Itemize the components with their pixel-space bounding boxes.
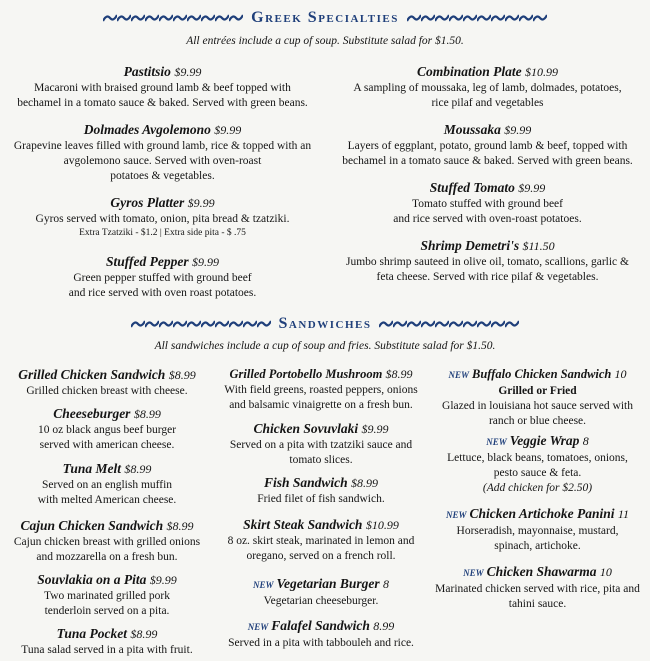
item-name: Combination Plate (416, 64, 522, 79)
item-desc-line: Cajun chicken breast with grilled onions (13, 536, 201, 548)
item-name: Fish Sandwich (263, 475, 348, 490)
item-price: $9.99 (361, 422, 389, 436)
menu-item-skirt-steak-sandwich (214, 516, 428, 564)
item-desc-line: Layers of eggplant, potato, ground lamb & beef, topped with (347, 140, 628, 152)
item-desc-line: rice pilaf and vegetables (431, 97, 544, 109)
item-price: $8.99 (385, 367, 413, 381)
item-desc-line: oregano, served on a french roll. (246, 550, 396, 562)
item-name: Shrimp Demetri's (420, 238, 520, 253)
item-price: $8.99 (124, 462, 152, 476)
item-desc-line: spinach, artichoke. (494, 540, 581, 552)
item-name: Cheeseburger (53, 406, 131, 421)
item-name: Skirt Steak Sandwich (243, 517, 363, 532)
new-badge: NEW (448, 370, 469, 380)
greek-note: All entrées include a cup of soup. Substitute salad for $1.50. (186, 35, 464, 47)
item-desc-line: bechamel in a tomato sauce & baked. Served with green beans. (342, 155, 633, 167)
item-name: Grilled Chicken Sandwich (18, 367, 166, 382)
menu-item-pastitsio (0, 63, 325, 111)
item-price: 11 (617, 507, 630, 521)
item-price: 8 (582, 434, 589, 448)
item-desc-line: Served on an english muffin (41, 479, 173, 491)
item-price: $9.99 (214, 123, 242, 137)
item-price: $11.50 (522, 239, 555, 253)
item-desc-line: Glazed in louisiana hot sauce served with (442, 400, 633, 412)
greek-section-title: Greek Specialties (251, 9, 399, 26)
item-desc-line: tahini sauce. (508, 598, 567, 610)
item-price: $8.99 (168, 368, 196, 382)
item-desc-line: Lettuce, black beans, tomatoes, onions, (447, 452, 628, 464)
item-desc-line: Jumbo shrimp sauteed in olive oil, tomato, scallions, garlic & (346, 256, 629, 268)
new-badge: NEW (486, 437, 507, 447)
menu-item-moussaka (325, 121, 650, 169)
item-name: Tuna Pocket (56, 626, 127, 641)
item-name: Dolmades Avgolemono (83, 122, 211, 137)
menu-item-tuna-pocket (0, 625, 214, 658)
item-subtitle: Grilled or Fried (498, 385, 577, 397)
menu-item-grilled-chicken-sandwich (0, 366, 214, 399)
item-price: $9.99 (518, 181, 546, 195)
item-price: $9.99 (149, 573, 177, 587)
item-desc-line: Marinated chicken served with rice, pita and (435, 583, 640, 595)
menu-item-shrimp-demetris (325, 237, 650, 285)
item-price: 8 (383, 577, 390, 591)
item-desc-line: With field greens, roasted peppers, onions (224, 384, 418, 396)
item-name: Chicken Artichoke Panini (469, 506, 615, 521)
item-desc-line: Grilled chicken breast with cheese. (26, 385, 188, 397)
item-desc-line: Served in a pita with tabbouleh and rice. (228, 637, 414, 649)
new-badge: NEW (463, 568, 484, 578)
wave-border-right-icon (379, 318, 519, 330)
item-desc-line: tenderloin served on a pita. (44, 605, 170, 617)
item-desc-line: served with american cheese. (39, 439, 175, 451)
item-name: Vegetarian Burger (276, 576, 380, 591)
greek-section-header (0, 8, 650, 28)
item-name: Pastitsio (123, 64, 171, 79)
menu-item-falafel-sandwich (214, 617, 428, 651)
menu-item-stuffed-pepper (0, 253, 325, 301)
menu-item-stuffed-tomato (325, 179, 650, 227)
item-desc-line: 10 oz black angus beef burger (37, 424, 177, 436)
item-desc-line: and rice served with oven roast potatoes. (68, 287, 257, 299)
menu-item-gyros-platter (0, 194, 325, 240)
menu-item-dolmades (0, 121, 325, 184)
new-badge: NEW (247, 622, 269, 632)
menu-item-chicken-shawarma (425, 563, 650, 612)
item-name: Buffalo Chicken Sandwich (472, 367, 612, 381)
item-price: 8.99 (373, 619, 395, 633)
item-price: $8.99 (130, 627, 158, 641)
item-desc-line: tomato slices. (289, 454, 353, 466)
item-name: Falafel Sandwich (271, 618, 370, 633)
menu-item-cheeseburger (0, 405, 214, 453)
item-desc-line: Grapevine leaves filled with ground lamb, rice & topped with an (13, 140, 312, 152)
item-price: $9.99 (192, 255, 219, 269)
item-desc-line: with melted American cheese. (37, 494, 177, 506)
item-desc-line: Horseradish, mayonnaise, mustard, (456, 525, 619, 537)
menu-item-tuna-melt (0, 460, 214, 508)
sandwiches-section-header (0, 314, 650, 334)
menu-item-chicken-artichoke-panini (425, 505, 650, 554)
wave-border-left-icon (103, 12, 243, 24)
item-price: 10 (614, 367, 627, 381)
sandwiches-section-title: Sandwiches (278, 315, 372, 332)
item-desc-line: Tomato stuffed with ground beef (411, 198, 563, 210)
item-desc-line: pesto sauce & feta. (493, 467, 582, 479)
item-name: Grilled Portobello Mushroom (229, 367, 383, 381)
item-desc-line: avgolemono sauce. Served with oven-roast (63, 155, 262, 167)
menu-item-buffalo-chicken-sandwich (425, 366, 650, 429)
menu-item-chicken-sovuvlaki (214, 420, 428, 468)
item-name: Chicken Sovuvlaki (253, 421, 359, 436)
item-name: Stuffed Pepper (106, 254, 189, 269)
menu-item-vegetarian-burger (214, 575, 428, 609)
item-desc-line: potatoes & vegetables. (110, 170, 215, 182)
item-price: $8.99 (133, 407, 161, 421)
menu-item-fish-sandwich (214, 474, 428, 507)
new-badge: NEW (445, 510, 467, 520)
item-extras: Extra Tzatziki - $1.2 | Extra side pita - $ .75 (79, 228, 246, 238)
item-price: $9.99 (174, 65, 202, 79)
menu-item-veggie-wrap (425, 432, 650, 496)
item-desc-line: Two marinated grilled pork (44, 590, 170, 602)
item-price: $8.99 (351, 476, 379, 490)
item-name: Tuna Melt (62, 461, 121, 476)
item-desc-line: and rice served with oven-roast potatoes. (393, 213, 582, 225)
item-desc-line: Tuna salad served in a pita with fruit. (21, 644, 193, 656)
item-desc-line: Served on a pita with tzatziki sauce and (229, 439, 413, 451)
menu-item-cajun-chicken-sandwich (0, 517, 214, 565)
menu-item-combination-plate (325, 63, 650, 111)
item-price: $10.99 (525, 65, 558, 79)
item-name: Veggie Wrap (509, 433, 580, 448)
item-price: $10.99 (365, 518, 399, 532)
item-name: Cajun Chicken Sandwich (20, 518, 164, 533)
item-name: Souvlakia on a Pita (37, 572, 147, 587)
item-addon-note: (Add chicken for $2.50) (482, 482, 593, 494)
item-name: Stuffed Tomato (429, 180, 515, 195)
item-desc-line: and balsamic vinaigrette on a fresh bun. (229, 399, 413, 411)
item-desc-line: A sampling of moussaka, leg of lamb, dolmades, potatoes, (353, 82, 622, 94)
item-desc-line: 8 oz. skirt steak, marinated in lemon and (227, 535, 415, 547)
wave-border-right-icon (407, 12, 547, 24)
item-price: $9.99 (187, 196, 215, 210)
item-desc-line: Gyros served with tomato, onion, pita bread & tzatziki. (35, 213, 290, 225)
item-name: Chicken Shawarma (486, 564, 597, 579)
item-desc-line: Macaroni with braised ground lamb & beef topped with (34, 82, 291, 94)
item-desc-line: Vegetarian cheeseburger. (263, 595, 379, 607)
item-desc-line: and mozzarella on a fresh bun. (36, 551, 178, 563)
item-name: Gyros Platter (110, 195, 185, 210)
item-desc-line: ranch or blue cheese. (488, 415, 587, 427)
item-price: $9.99 (504, 123, 532, 137)
item-price: $8.99 (166, 519, 194, 533)
item-desc-line: bechamel in a tomato sauce & baked. Served with green beans. (17, 97, 308, 109)
item-price: 10 (599, 565, 612, 579)
item-desc-line: Green pepper stuffed with ground beef (73, 272, 252, 284)
item-name: Moussaka (443, 122, 501, 137)
new-badge: NEW (252, 580, 274, 590)
wave-border-left-icon (131, 318, 271, 330)
menu-item-souvlakia-on-a-pita (0, 571, 214, 619)
sandwiches-note: All sandwiches include a cup of soup and fries. Substitute salad for $1.50. (154, 340, 496, 352)
menu-item-grilled-portobello-mushroom (214, 366, 428, 413)
item-desc-line: feta cheese. Served with rice pilaf & vegetables. (376, 271, 599, 283)
item-desc-line: Fried filet of fish sandwich. (257, 493, 385, 505)
